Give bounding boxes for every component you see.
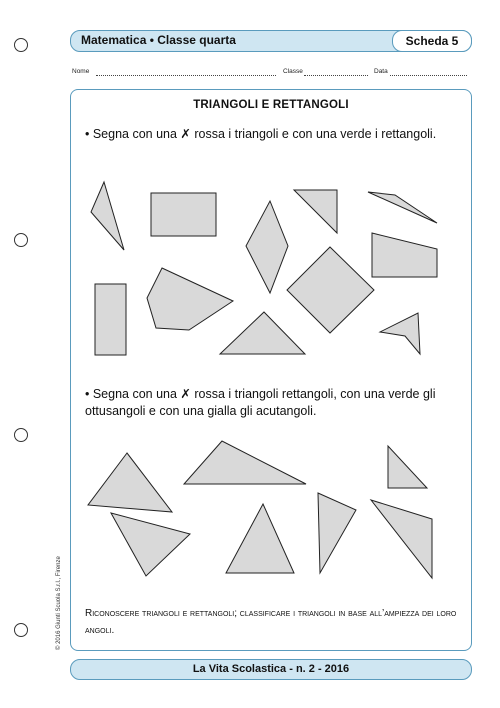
shape-arrowhead[interactable] [380,313,420,354]
shape-pentagon[interactable] [147,268,233,330]
shape-trapezoid[interactable] [372,233,437,277]
name-label: Nome [72,68,90,75]
class-label: Classe [283,68,303,75]
sheet-number: Scheda 5 [392,30,472,52]
learning-goal: Riconoscere triangoli e rettangoli; classificare i triangoli in base all’ampiezza dei loro angoli. [85,608,457,636]
shape-triangle-wide[interactable] [220,312,305,354]
shape-rectangle-tall[interactable] [95,284,126,355]
copyright-notice: © 2016 Giunti Scuola S.r.l., Firenze [56,556,62,650]
instruction-1: • Segna con una ✗ rossa i triangoli e con una verde i rettangoli. [85,127,437,141]
shape-triangle-right[interactable] [294,190,337,233]
triangle-e[interactable] [226,504,294,573]
shape-triangle-obtuse[interactable] [368,192,437,223]
shape-rectangle-wide[interactable] [151,193,216,236]
date-label: Data [374,68,388,75]
shape-square-rotated[interactable] [287,247,374,333]
instruction-2: • Segna con una ✗ rossa i triangoli rettangoli, con una verde gli ottusangoli e con una gialla gli acutangoli. [85,387,436,418]
triangle-d[interactable] [111,513,190,576]
triangle-b[interactable] [184,441,306,484]
triangle-a[interactable] [88,453,172,512]
triangle-c[interactable] [388,446,427,488]
shape-rhombus[interactable] [246,201,288,293]
triangle-g[interactable] [371,500,432,578]
subject-label: Matematica • Classe quarta [81,33,236,47]
triangle-f[interactable] [318,493,356,573]
worksheet-title: TRIANGOLI E RETTANGOLI [193,99,349,111]
shape-triangle-thin[interactable] [91,182,124,250]
footer-bar: La Vita Scolastica - n. 2 - 2016 [70,659,472,680]
